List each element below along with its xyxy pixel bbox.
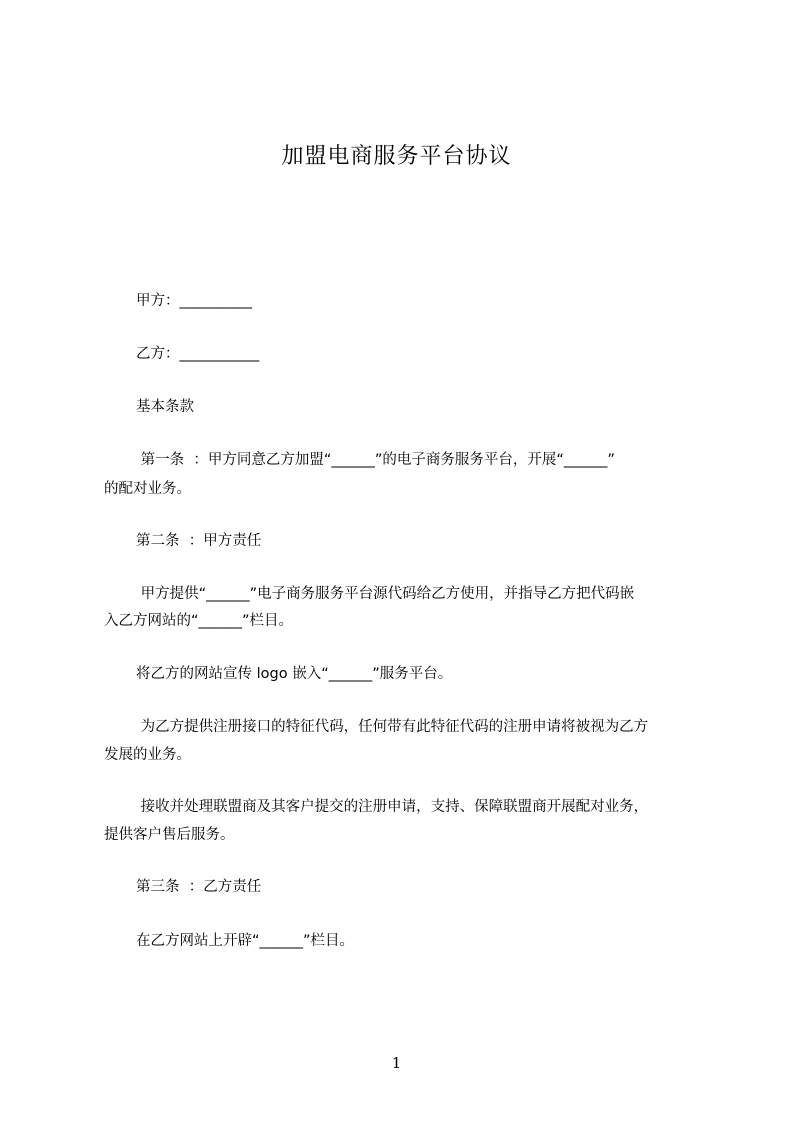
page-number: 1 [391, 1054, 402, 1072]
document-title: 加盟电商服务平台协议 [281, 144, 512, 169]
article-2-paragraph-3-line-1: 为乙方提供注册接口的特征代码，任何带有此特征代码的注册申请将被视为乙方 [136, 719, 649, 735]
article-2-paragraph-4-line-2: 提供客户售后服务。 [104, 827, 235, 843]
article-2-paragraph-1-line-2: 入乙方网站的“______”栏目。 [104, 613, 294, 629]
article-3-heading: 第三条 ：乙方责任 [136, 879, 262, 895]
article-1-line-1: 第一条 ：甲方同意乙方加盟“______”的电子商务服务平台，开展“______” [136, 452, 615, 468]
article-2-paragraph-3-line-2: 发展的业务。 [104, 747, 191, 763]
article-2-paragraph-1-line-1: 甲方提供“______”电子商务服务平台源代码给乙方使用，并指导乙方把代码嵌 [136, 586, 635, 602]
article-3-paragraph-1: 在乙方网站上开辟“______”栏目。 [136, 933, 355, 949]
article-2-paragraph-2: 将乙方的网站宣传 logo 嵌入“______”服务平台。 [136, 666, 453, 682]
article-1-line-2: 的配对业务。 [104, 481, 191, 497]
article-2-heading: 第二条 ：甲方责任 [136, 533, 262, 549]
party-a-field: 甲方：__________ [136, 293, 252, 309]
party-b-field: 乙方：___________ [136, 346, 260, 362]
article-2-paragraph-4-line-1: 接收并处理联盟商及其客户提交的注册申请，支持、保障联盟商开展配对业务， [136, 799, 649, 815]
section-heading-basic-terms: 基本条款 [136, 399, 194, 415]
